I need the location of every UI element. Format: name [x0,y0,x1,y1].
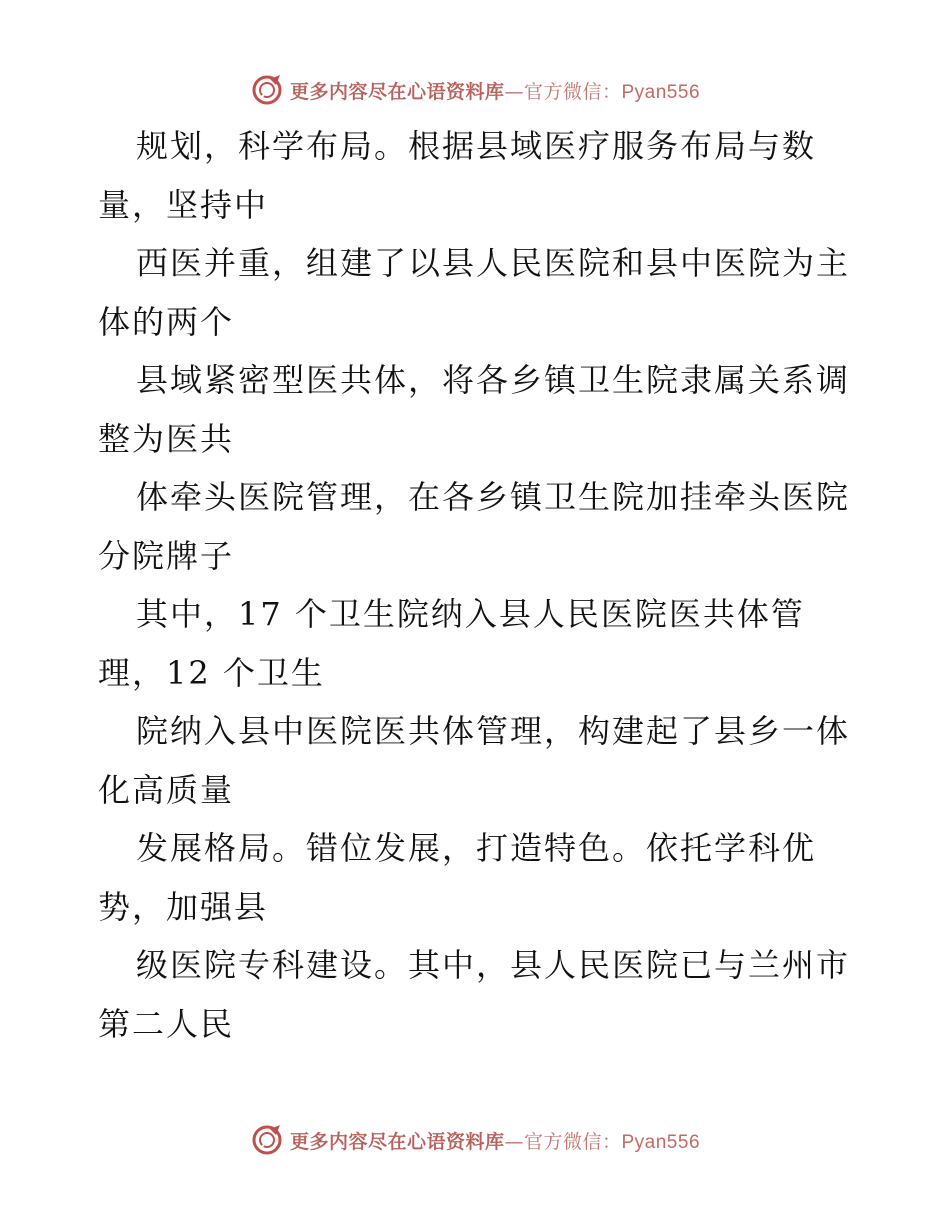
brand-logo-icon [250,1123,284,1157]
watermark-separator: — [504,1130,524,1153]
text-line: 体牵头医院管理，在各乡镇卫生院加挂牵头医院 [136,478,851,516]
watermark-handle: Pyan556 [621,81,701,103]
watermark-text [290,77,700,104]
text-line: 化高质量 [98,770,235,809]
text-line: 级医院专科建设。其中，县人民医院已与兰州市 [136,946,851,984]
watermark-text [290,1127,700,1154]
text-line: 分院牌子 [98,536,235,575]
watermark-label: 官方微信： [523,80,622,103]
text-line: 势，加强县 [98,887,269,926]
text-line: 第二人民 [98,1004,235,1043]
watermark-brand: 更多内容尽在心语资料库 [289,80,505,103]
text-line: 发展格局。错位发展，打造特色。依托学科优 [136,829,817,867]
watermark-brand: 更多内容尽在心语资料库 [289,1130,505,1153]
text-line: 其中，17 个卫生院纳入县人民医院医共体管 [136,595,805,633]
text-line: 院纳入县中医院医共体管理，构建起了县乡一体 [136,712,851,750]
watermark-label: 官方微信： [523,1130,622,1153]
text-line: 理，12 个卫生 [98,653,325,692]
text-line: 整为医共 [98,419,235,458]
watermark-separator: — [504,80,524,103]
text-line: 体的两个 [98,302,235,341]
text-line: 西医并重，组建了以县人民医院和县中医院为主 [136,244,851,282]
header-watermark [0,70,950,110]
watermark-handle: Pyan556 [621,1131,701,1153]
footer-watermark [0,1120,950,1160]
text-line: 县域紧密型医共体，将各乡镇卫生院隶属关系调 [136,361,851,399]
brand-logo-icon [250,73,284,107]
text-line: 规划，科学布局。根据县域医疗服务布局与数 [136,127,817,165]
text-line: 量，坚持中 [98,185,269,224]
document-body [98,117,868,1053]
